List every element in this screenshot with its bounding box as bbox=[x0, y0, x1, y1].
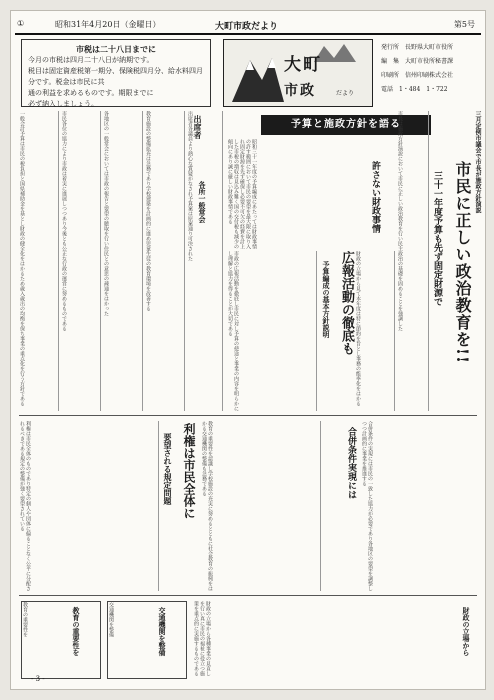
masthead-title-1: 大町 bbox=[284, 55, 322, 75]
publisher-issuer: 発行所 長野県大町市役所 bbox=[381, 44, 454, 51]
bottom-box bbox=[21, 601, 101, 679]
masthead-title-3: だより bbox=[336, 90, 355, 97]
publicity-headline: 広報活動の徹底も bbox=[339, 251, 354, 355]
article-column bbox=[227, 139, 377, 249]
article-column bbox=[19, 111, 59, 411]
masthead bbox=[223, 39, 373, 107]
article-column bbox=[227, 251, 317, 411]
column-body: 教育施設の整備拡充は急務であり学校建築を計画的に進め児童生徒の教育環境を改善する bbox=[145, 111, 151, 311]
education-heading: 教育の重要性を bbox=[72, 607, 81, 656]
attendees-heading: 出席者 bbox=[193, 115, 203, 139]
article-column bbox=[19, 421, 159, 591]
corner-headline: 三月定例市議会で市長が施政方針演説 bbox=[474, 111, 481, 213]
article-column bbox=[201, 421, 321, 591]
publisher-printer: 印刷所 信州印刷株式会社 bbox=[381, 72, 454, 79]
column-body: 出席者各議員より熱心な質疑がなされ予算案は原案通り可決された bbox=[187, 111, 193, 261]
masthead-title-2: 市政 bbox=[284, 83, 316, 99]
tax-notice-line: 必ず納入しましょう。 bbox=[28, 100, 98, 108]
article-column bbox=[193, 601, 479, 679]
publisher-info bbox=[381, 41, 481, 105]
column-body: 一般会計予算は市民の税負担と国県補助金を基とし財政の健全化をはかるため歳入歳出の均衡を保ち事業の重点化を行う方針である bbox=[19, 111, 25, 406]
article-column bbox=[187, 111, 223, 411]
column-body: 市長は施政方針演説において市民に正しい政治教育を行い民主政治の基礎を固めることを強調した bbox=[397, 111, 403, 331]
article-column bbox=[145, 111, 185, 411]
newspaper-page bbox=[10, 10, 486, 690]
page-number: - 3 - bbox=[31, 675, 45, 683]
column-body: 財政の立場から各種事業の見直しを行い真に市民の福祉に役立つ施策を重点的に実施するものである bbox=[193, 601, 211, 676]
page-header bbox=[15, 15, 481, 35]
merger-headline: 合併条件実現には bbox=[346, 427, 356, 499]
finance-heading: 財政の立場から bbox=[462, 607, 471, 656]
publicity-subheadline: 予算編成の基本方針説明 bbox=[322, 261, 331, 338]
budget-banner: 予算と施政方針を語る bbox=[261, 115, 431, 135]
section-divider bbox=[19, 595, 477, 596]
tax-notice-line: 今月の市税は四月二十八日が納期です。 bbox=[28, 56, 154, 64]
column-body: 教育の重要性を bbox=[22, 602, 28, 637]
column-body: 昭和三十一年度の予算編成にあたっては財政事情の許す範囲において市民の要望を最大限に取り入れ固定財源を先ず確保し必要不可欠の経費を計上した市税の増収は見込み難く国の交付税も減少の傾向にあり誠に厳しい財政事情である bbox=[227, 139, 257, 249]
publisher-phone: 電話 1・484 1・722 bbox=[381, 86, 448, 93]
rights-headline: 利権は市民全体に bbox=[182, 423, 196, 519]
article-column bbox=[61, 111, 101, 411]
publisher-editor: 編 集 大町市役所秘書課 bbox=[381, 58, 454, 65]
rights-subheadline: 要望される規定問題 bbox=[163, 433, 173, 505]
article-column bbox=[361, 421, 479, 591]
tax-notice-line: 通の利益を求めるものです。期限までに bbox=[28, 89, 154, 97]
paper-name: 大町市政だより bbox=[215, 22, 279, 32]
column-body: 教育の重要性を認識し学校施設の充実に努めるとともに社会教育の振興をはかる交通機関の整備も急務である bbox=[201, 421, 213, 591]
bottom-box bbox=[107, 601, 187, 679]
main-subheadline: 三十一年度予算も先ず固定財源で bbox=[432, 171, 442, 306]
finance-headline: 許さない財政事情 bbox=[370, 161, 380, 233]
transport-heading: 交通機関を整備 bbox=[158, 607, 167, 656]
section-divider bbox=[19, 415, 477, 416]
tax-notice-line: 税目は固定資産税第一期分、保険税四月分、給水料四月分です。税金は市民に共 bbox=[28, 67, 203, 86]
issue-date: 昭和31年4月20日（金曜日） bbox=[55, 20, 161, 29]
column-body: 交通機関を整備 bbox=[108, 602, 114, 637]
column-body: 市政の広報活動を徹底し市民に対し予算の使途と事業の内容を明らかにし理解と協力を得ることが大切である bbox=[227, 251, 239, 411]
article-column bbox=[103, 111, 143, 411]
column-body: 合併条件の実現には市民の一致した協力が必要であり各地区の要望を調整しつつ計画的に事業を推進する bbox=[361, 421, 373, 591]
tax-notice bbox=[21, 39, 211, 107]
main-headline: 市民に正しい政治教育を!! bbox=[453, 161, 472, 365]
column-body: 利権は市民全体のものであり特定の個人や団体に偏ることなく公平に分配されるべきである規定の整備が強く要望されている bbox=[19, 421, 31, 591]
column-body: 各地区の一般常会においては市政の報告と要望の聴取を行い住民との意思の疎通をはかった bbox=[103, 111, 109, 316]
column-body: 財政の立場から見て本年度は特に節約を旨とし事務の能率化をはかる bbox=[355, 251, 361, 406]
column-body: 市民各位の協力により市政は着実に進展しつつあり今後とも公正な行政の運営に努めるものである bbox=[61, 111, 67, 331]
article-column bbox=[355, 251, 395, 411]
article-column bbox=[397, 111, 429, 411]
general-meetings-heading: 各所一般常会 bbox=[198, 181, 207, 223]
tax-notice-title: 市税は二十八日までに bbox=[76, 44, 156, 54]
issue-number: 第5号 bbox=[453, 20, 475, 29]
page-mark: ① bbox=[17, 19, 25, 28]
